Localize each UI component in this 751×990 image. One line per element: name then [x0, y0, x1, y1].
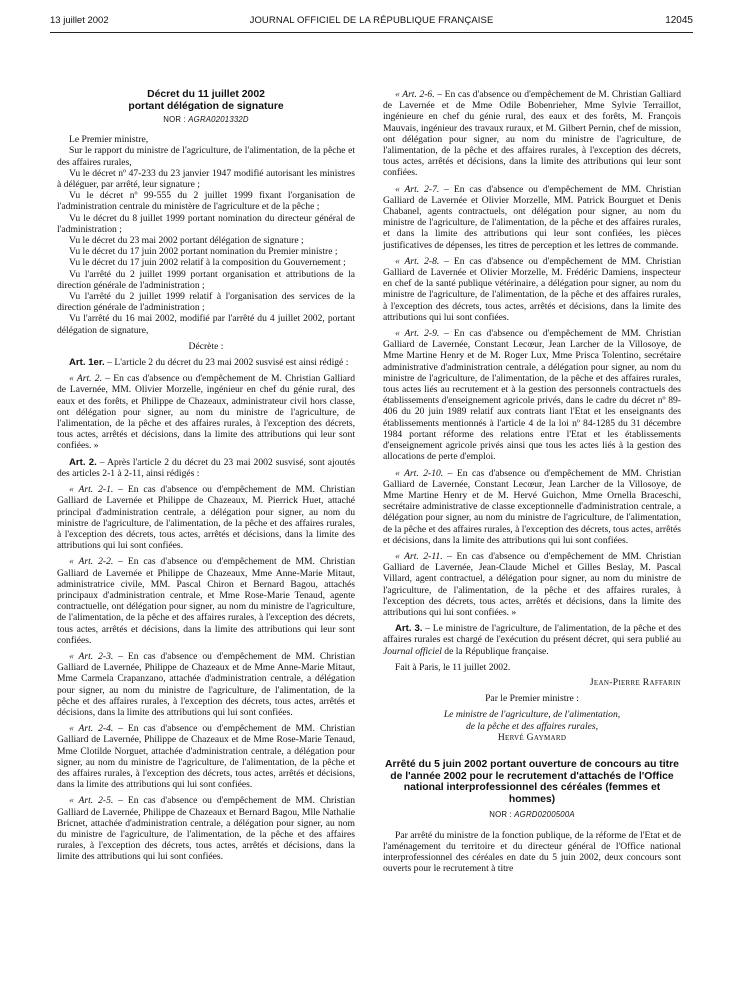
article-2-2 — [57, 556, 355, 646]
second-decree-nor — [383, 809, 681, 820]
article-text: – En cas d'absence ou d'empêchement de MM. Christian Galliard de Lavernée et Philippe de Chazeaux, Mme Anne-Marie Mitaut, administratrice civile, MM. Pascal Chiron et Bernard Bagou, attachés principaux d'administration centrale, et Mme Rose-Marie Tenaud, agente contractuelle, ont délégation pour signer, au nom du ministre de l'agriculture, de l'alimentation, de la pêche et des affaires rurales, à l'exception des décrets, tous actes, arrêtés et décisions, dans la limite des attributions qui leur sont confiées. — [57, 556, 355, 646]
article-2-label: Art. 2. — [69, 456, 97, 468]
minister-name: Hervé Gaymard — [497, 731, 567, 743]
article-label: « Art. 2-11. — [395, 550, 443, 562]
article-label: « Art. 2-5. — [69, 795, 114, 807]
article-label: « Art. 2-3. — [69, 650, 114, 662]
article-1 — [57, 357, 355, 368]
article-1-quote — [57, 373, 355, 451]
article-text: – En cas d'absence ou d'empêchement de MM. Christian Galliard de Lavernée et Olivier Morzelle, M. Frédéric Damiens, inspecteur en chef de la santé publique vétérinaire, a délégation pour signer, au nom du ministre de l'agriculture, de l'alimentation, de la pêche et des affaires rurales, à l'exception des décrets, tous actes, arrêtés et décisions, dans la limite des attributions qui lui sont confiées. — [383, 255, 681, 323]
nor-code: AGRD0200500A — [514, 810, 575, 820]
preamble-line: Sur le rapport du ministre de l'agriculture, de l'alimentation, de la pêche et des affaires rurales, — [57, 145, 355, 168]
article-2-8 — [383, 256, 681, 323]
article-text: – En cas d'absence ou d'empêchement de MM. Christian Galliard de Lavernée, Constant Lecœur, Jean Larcher de la Villosoye, de Mme Martine Henry et de M. Hervé Guichon, Mme Ornella Braceschi, secrétaire administrative de classe exceptionnelle d'administration centrale, a délégation pour signer, au nom du ministre de l'agriculture, de l'alimentation, de la pêche et des affaires rurales, à l'exception des décrets, tous actes, arrêtés et décisions, dans la limite des attributions qui lui sont confiées. — [383, 467, 681, 546]
by-prime-minister: Par le Premier ministre : — [485, 693, 579, 705]
article-label: « Art. 2-1. — [69, 484, 114, 496]
article-label: « Art. 2-8. — [395, 255, 440, 267]
signatory-prime-minister: Jean-Pierre Raffarin — [589, 676, 681, 688]
article-text: – En cas d'absence ou d'empêchement de MM. Christian Galliard de Lavernée, Constant Lecœur, Jean Larcher de la Villosoye, de Mme Martine Henry et de M. Roger Lux, Mme Prisca Tolentino, secrétaire administrative d'administration centrale, a délégation pour signer, au nom du ministre de l'agriculture, de l'alimentation, de la pêche et des affaires rurales, tous actes liés au recrutement et à la gestion des personnels contractuels des établissements d'enseignement agricole privés, dans le cadre du décret nº 89-406 du 20 juin 1989 relatif aux contrats liant l'Etat et les enseignants des établissements mentionnés à l'article 4 de la loi nº 84-1285 du 31 décembre 1984 portant réforme des relations entre l'Etat et les établissements d'enseignement agricole privés ainsi que tous les actes liés à la gestion des allocations de perte d'emploi. — [383, 328, 681, 463]
article-2-1 — [57, 484, 355, 551]
article-label: « Art. 2-4. — [69, 723, 114, 735]
article-3-text: – Le ministre de l'agriculture, de l'alimentation, de la pêche et des affaires rurales est chargé de l'exécution du présent décret, qui sera publié au — [383, 623, 681, 646]
article-3 — [383, 623, 681, 657]
decree-title-line2: portant délégation de signature — [128, 101, 284, 112]
article-2-3 — [57, 651, 355, 718]
preamble-line: Vu le décret du 8 juillet 1999 portant nomination du directeur général de l'administration ; — [57, 212, 355, 235]
article-2-text: – Après l'article 2 du décret du 23 mai 2002 susvisé, sont ajoutés des articles 2-1 à 2-11, ainsi rédigés : — [57, 456, 355, 479]
preamble-line: Vu le décret nº 47-233 du 23 janvier 1947 modifié autorisant les ministres à déléguer, par arrêté, leur signature ; — [57, 167, 355, 191]
header-rule — [50, 32, 693, 33]
minister-title-line1: Le ministre de l'agriculture, de l'alimentation, — [443, 709, 621, 721]
left-column — [57, 89, 355, 863]
preamble-line: Le Premier ministre, — [69, 134, 149, 146]
article-2-6 — [383, 89, 681, 179]
article-1-label: Art. 1er. — [69, 357, 105, 369]
article-label: « Art. 2-9. — [395, 328, 440, 340]
article-label: « Art. 2. — [69, 373, 102, 385]
article-2-10 — [383, 468, 681, 546]
journal-title: JOURNAL OFFICIEL DE LA RÉPUBLIQUE FRANÇAISE — [249, 15, 494, 26]
minister-title-line2: de la pêche et des affaires rurales, — [465, 720, 599, 732]
article-2-4 — [57, 723, 355, 790]
preamble-line: Vu le décret du 17 juin 2002 portant nomination du Premier ministre ; — [69, 246, 338, 258]
article-2-9 — [383, 328, 681, 462]
article-3-label: Art. 3. — [395, 623, 423, 635]
article-label: « Art. 2-2. — [69, 556, 114, 568]
decree-nor — [57, 114, 355, 125]
second-decree-title: Arrêté du 5 juin 2002 portant ouverture de concours au titre de l'année 2002 pour le recrutement d'attachés de l'Office national interprofessionnel des céréales (femmes et hommes) — [385, 758, 679, 805]
article-2 — [57, 457, 355, 479]
decrete: Décrète : — [188, 340, 224, 352]
page-header — [50, 15, 693, 33]
article-label: « Art. 2-10. — [395, 467, 444, 479]
preamble-line: Vu l'arrêté du 16 mai 2002, modifié par l'arrêté du 4 juillet 2002, portant délégation de signature, — [57, 313, 355, 336]
article-1-text: – L'article 2 du décret du 23 mai 2002 susvisé est ainsi rédigé : — [104, 357, 349, 369]
nor-label: NOR : — [163, 115, 186, 124]
journal-officiel-ref: Journal officiel — [383, 645, 442, 657]
done-at: Fait à Paris, le 11 juillet 2002. — [395, 661, 511, 673]
nor-label: NOR : — [489, 810, 512, 820]
article-label: « Art. 2-6. — [395, 89, 435, 100]
preamble-line: Vu le décret du 23 mai 2002 portant délégation de signature ; — [69, 235, 304, 247]
preamble-line: Vu le décret nº 99-555 du 2 juillet 1999 fixant l'organisation de l'administration centrale du ministère de l'agriculture et de la pêche ; — [57, 190, 355, 213]
right-column — [383, 89, 681, 874]
article-2-11 — [383, 551, 681, 618]
header-date: 13 juillet 2002 — [50, 15, 109, 26]
decree-title — [57, 89, 355, 113]
article-text: – En cas d'absence ou d'empêchement de M. Christian Galliard de Lavernée et de Mme Odile Bobenrieher, Mme Sylvie Terraillot, ingénieure en chef du génie rural, des eaux et des forêts, M. François Mauvais, ingénieur des travaux ruraux, et M. Gilbert Pernin, chef de mission, ont délégation pour signer, au nom du ministre de l'agriculture, de l'alimentation, de la pêche et des affaires rurales, à l'exception des décrets, tous actes, arrêtés et décisions, dans la limite des attributions qui leur sont confiées. — [383, 89, 682, 179]
preamble-line: Vu l'arrêté du 2 juillet 1999 relatif à l'organisation des services de la direction générale de l'administration ; — [57, 291, 355, 314]
nor-code: AGRA0201332D — [188, 115, 249, 124]
article-text: – En cas d'absence ou d'empêchement de MM. Christian Galliard de Lavernée et Olivier Morzelle, MM. Patrick Bourguet et Denis Chabanel, agents contractuels, ont délégation pour signer, au nom du ministre de l'agriculture, de l'alimentation, de la pêche et des affaires rurales, et dans la limite des attributions qui leur sont confiées, les pièces justificatives de dépenses, les titres de perception et les lettres de commande. — [383, 183, 681, 251]
article-2-7 — [383, 184, 681, 251]
article-2-5 — [57, 795, 355, 862]
article-text: – En cas d'absence ou d'empêchement de MM. Christian Galliard de Lavernée et Philippe de Chazeaux, M. Pierrick Huet, attaché principal d'administration centrale, a délégation pour signer, au nom du ministre de l'agriculture, de l'alimentation, de la pêche et des affaires rurales, à l'exception des décrets, tous actes, arrêtés et décisions, dans la limite des attributions qui lui sont confiées. — [57, 484, 355, 552]
article-text: – En cas d'absence ou d'empêchement de MM. Christian Galliard de Lavernée, Jean-Claude Michel et Gilles Beslay, M. Pascal Villard, agent contractuel, a délégation pour signer, au nom du ministre de l'agriculture, de l'alimentation, de la pêche et des affaires rurales, à l'exception des décrets, tous actes, arrêtés et décisions, dans la limite des attributions qui lui sont confiées. » — [383, 550, 681, 618]
preamble-line: Vu le décret du 17 juin 2002 relatif à la composition du Gouvernement ; — [69, 257, 346, 269]
page-number: 12045 — [665, 15, 693, 26]
article-3-text-end: de la République française. — [441, 645, 549, 657]
article-label: « Art. 2-7. — [395, 183, 440, 195]
article-text: – En cas d'absence ou d'empêchement de M. Christian Galliard de Lavernée, MM. Olivier Morzelle, ingénieur en chef du génie rural, des eaux et des forêts, et Philippe de Chazeaux, administrateur civil hors classe, ont délégation pour signer, au nom du ministre de l'agriculture, de l'alimentation, de la pêche et des affaires rurales, à l'exception des décrets, tous actes, arrêtés et décisions, dans la limite des attributions qui leur sont confiées. » — [57, 373, 355, 452]
article-text: – En cas d'absence ou d'empêchement de MM. Christian Galliard de Lavernée, Philippe de Chazeaux et de Mme Anne-Marie Mitaut, Mme Carmela Crapanzano, attachée d'administration centrale, a délégation pour signer, au nom du ministre de l'agriculture, de l'alimentation, de la pêche et des affaires rurales, à l'exception des décrets, tous actes, arrêtés et décisions, dans la limite des attributions qui lui sont confiées. — [57, 650, 355, 718]
preamble-line: Vu l'arrêté du 2 juillet 1999 portant organisation et attributions de la direction générale de l'administration ; — [57, 268, 355, 291]
article-text: – En cas d'absence ou d'empêchement de MM. Christian Galliard de Lavernée, Philippe de Chazeaux et de Mme Rose-Marie Tenaud, Mme Clotilde Norguet, attachée d'administration centrale, a délégation pour signer, au nom du ministre de l'agriculture, de l'alimentation, de la pêche et des affaires rurales, à l'exception des décrets, tous actes, arrêtés et décisions, dans la limite des attributions qui lui sont confiées. — [57, 723, 355, 791]
decree-title-line1: Décret du 11 juillet 2002 — [147, 89, 265, 100]
article-text: – En cas d'absence ou d'empêchement de MM. Christian Galliard de Lavernée, Philippe de Chazeaux et Bernard Bagou, Mlle Nathalie Bricnet, attachée d'administration centrale, a délégation pour signer, au nom du ministre de l'agriculture, de l'alimentation, de la pêche et des affaires rurales, à l'exception des décrets, tous actes, arrêtés et décisions, dans la limite des attributions qui lui sont confiées. — [57, 795, 355, 863]
second-decree-body: Par arrêté du ministre de la fonction publique, de la réforme de l'Etat et de l'aménagement du territoire et du directeur général de l'Office national interprofessionnel des céréales en date du 5 juin 2002, deux concours sont ouverts pour le recrutement à titre — [383, 829, 681, 875]
